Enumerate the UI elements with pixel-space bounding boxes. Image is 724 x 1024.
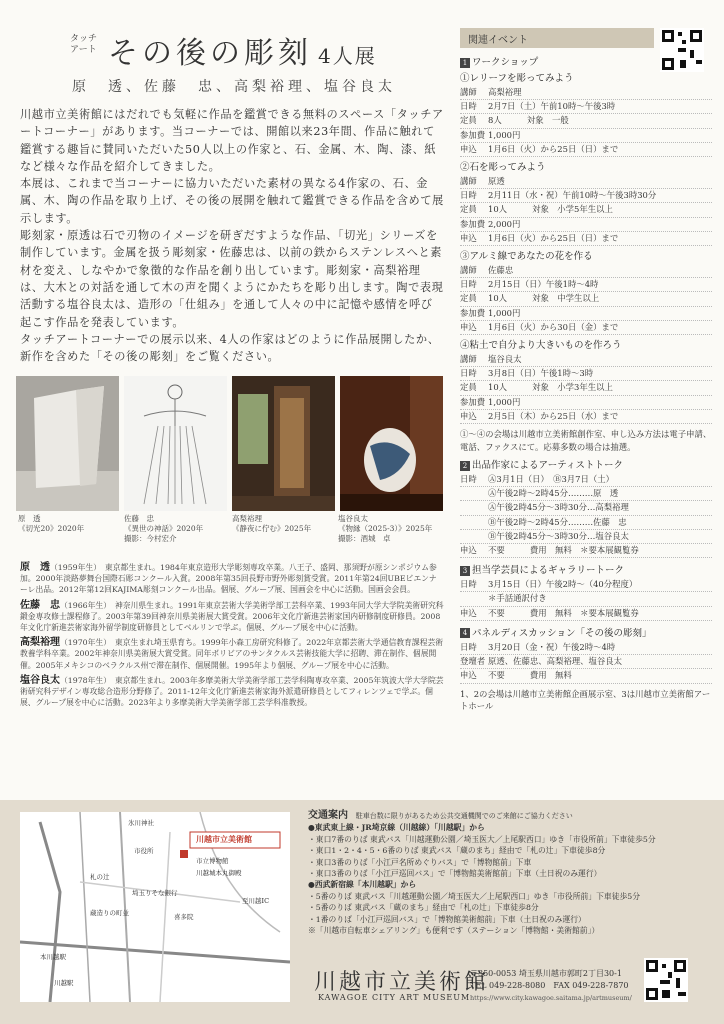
info-row-value: 2月7日（土）午前10時〜午後3時 — [488, 101, 616, 112]
info-row-label: 参加費 — [460, 218, 486, 229]
caption-work: 《静夜に佇む》2025年 — [232, 524, 312, 533]
workshop-list — [460, 70, 712, 424]
workshop-title-text: ワークショップ — [472, 57, 539, 68]
info-row-label: 参加費 — [460, 129, 486, 140]
info-row-label: 日時 — [460, 279, 477, 290]
map-label-museum: 市立博物館 — [196, 857, 229, 865]
info-row — [460, 487, 712, 501]
info-row-label — [460, 530, 488, 543]
map-label-honmaru: 川越城本丸御殿 — [196, 869, 242, 877]
number-two-icon: 2 — [460, 461, 470, 471]
info-row — [460, 530, 712, 544]
artist-talk-rows — [460, 473, 712, 558]
info-row-value: 3月15日（日）午後2時〜（40分程度） — [488, 579, 638, 590]
info-row-value: Ⓐ午後2時45分〜3時30分…高梨裕理 — [488, 502, 629, 513]
info-row-label: 参加費 — [460, 396, 486, 407]
info-row-label — [460, 592, 488, 605]
bio-year: （1978年生） — [60, 675, 108, 685]
info-row — [460, 544, 712, 558]
info-row-value: Ⓑ午後2時〜2時45分………佐藤 忠 — [488, 516, 627, 527]
map-label-ic: 至川越IC — [242, 897, 270, 905]
info-row-label: 定員 — [460, 382, 477, 393]
caption-artist: 塩谷良太 — [338, 514, 368, 523]
bio-text: 神奈川県生まれ。1991年東京芸術大学美術学部工芸科卒業、1993年同大学大学院美術研究科鍛金専攻修士課程修了。2003年第39回神奈川県美術展大賞受賞。2006年文化庁新進芸術家国内研修制度研修員。2008年文化庁新進芸術家海外留学制度研修員としてベルリンで学ぶ。個展、グループ展を中心に活動。 — [20, 600, 444, 633]
info-row-value: 1月6日（火）から25日（日）まで — [488, 143, 619, 154]
info-row — [460, 655, 712, 669]
venue-note: 1、2の会場は川越市立美術館企画展示室、3は川越市立美術館アートホール — [460, 688, 711, 711]
photo-caption — [18, 514, 128, 534]
info-row-label: 日時 — [460, 368, 477, 379]
info-row-value: 原透 — [488, 176, 505, 187]
info-row-value: 1月6日（火）から30日（金）まで — [488, 321, 619, 332]
info-row-label: 講師 — [460, 265, 477, 276]
bio-year: （1959年生） — [50, 563, 98, 572]
caption-work: 《物縁（2025-3）》2025年 — [338, 524, 433, 533]
info-row-label: 日時 — [460, 579, 477, 590]
info-row-value: 不要 費用 無料 ＊要本展観覧券 — [488, 545, 639, 556]
caption-artist: 原 透 — [18, 514, 41, 523]
caption-work: 《異世の神話》2020年 — [124, 524, 204, 533]
bio-year: （1966年生） — [60, 600, 108, 610]
info-row-value: 2,000円 — [488, 218, 521, 229]
access-map — [20, 812, 290, 1002]
info-row-label: 申込 — [460, 321, 477, 332]
panel-title-text: パネルディスカッション「その後の彫刻」 — [472, 627, 652, 639]
info-row-value: 不要 費用 無料 — [488, 670, 572, 681]
access-line: ●西武新宿線「本川越駅」から — [308, 880, 417, 890]
bio-hara — [20, 562, 444, 596]
gallery-talk-title-text: 担当学芸員によるギャラリートーク — [472, 565, 625, 577]
caption-artist: 佐藤 忠 — [124, 514, 154, 523]
bio-name: 塩谷良太 — [20, 674, 60, 686]
info-row-label — [460, 487, 488, 500]
page-title — [108, 28, 377, 72]
info-row-value: Ⓐ3月1日（日） Ⓑ3月7日（土） — [488, 474, 614, 485]
access-line: ・5番のりば 東武バス「蔵のまち」経由で「札の辻」下車徒歩8分 — [308, 903, 539, 913]
address-text: 〒350-0053 埼玉県川越市郭町2丁目30-1 — [470, 969, 622, 978]
bio-takanashi — [20, 637, 444, 671]
map-label-kurazukuri: 蔵造りの町並 — [90, 909, 129, 917]
info-row — [460, 307, 712, 321]
access-info — [308, 810, 708, 936]
title-sub: 4人展 — [318, 44, 377, 68]
info-row — [460, 353, 712, 367]
info-row-label: 講師 — [460, 354, 477, 365]
access-line: ・東口3番のりば「小江戸名所めぐりバス」で「博物館前」下車 — [308, 857, 532, 867]
info-row — [460, 381, 712, 395]
info-row-label: 申込 — [460, 232, 477, 243]
access-line: ・東口1・2・4・5・6番のりば 東武バス「蔵のまち」経由で「札の辻」下車徒歩8分 — [308, 846, 606, 856]
info-row — [460, 292, 712, 306]
intro-paragraph: 本展は、これまで当コーナーに協力いただいた素材の異なる4作家の、石、金属、木、陶の作品を取り上げ、その後の展開を触れて鑑賞できる作品を含めて展示します。 — [20, 177, 444, 225]
map-label-cityhall: 市役所 — [134, 847, 154, 855]
access-line: ・東口7番のりば 東武バス「川越運動公園／埼玉医大／上尾駅西口」ゆき「市役所前」下車徒歩5分 — [308, 834, 656, 844]
photo-caption — [338, 514, 448, 544]
info-row-value: 10人 対象 中学生以上 — [488, 293, 600, 304]
info-row — [460, 114, 712, 128]
map-label-kawagoe: 川越駅 — [54, 979, 74, 987]
info-row — [460, 232, 712, 246]
qr-code-icon[interactable] — [644, 958, 688, 1002]
bio-shioya — [20, 675, 444, 709]
artist-names: 原 透、佐藤 忠、高梨裕理、塩谷良太 — [72, 79, 396, 95]
gallery-talk-rows — [460, 578, 712, 621]
info-row — [460, 592, 712, 606]
events-header: 関連イベント — [460, 28, 654, 48]
workshop-item-title: ②石を彫ってみよう — [460, 162, 546, 174]
museum-name-en: KAWAGOE CITY ART MUSEUM — [318, 993, 471, 1002]
info-row-label — [460, 501, 488, 514]
info-row-label: 講師 — [460, 87, 477, 97]
info-row — [460, 321, 712, 335]
qr-code-icon[interactable] — [660, 28, 704, 72]
artwork-photo-takanashi — [232, 376, 335, 511]
info-row-value: ＊手話通訳付き — [488, 593, 547, 604]
tel-text: TEL 049-228-8080 FAX 049-228-7870 — [470, 981, 629, 990]
number-one-icon: 1 — [460, 58, 470, 68]
info-row — [460, 578, 712, 592]
info-row-value: 不要 費用 無料 ＊要本展観覧券 — [488, 607, 639, 618]
bio-year: （1970年生） — [60, 638, 108, 648]
info-row-value: 2月5日（木）から25日（水）まで — [488, 410, 619, 421]
access-header-note: 駐車台数に限りがあるため公共交通機関でのご来館にご協力ください — [355, 812, 573, 820]
photo-caption — [232, 514, 342, 534]
access-line: ・東口3番のりば「小江戸巡回バス」で「博物館美術館前」下車（土日祝のみ運行） — [308, 869, 602, 879]
info-row — [460, 203, 712, 217]
access-line: ・1番のりば「小江戸巡回バス」で「博物館美術館前」下車（土日祝のみ運行） — [308, 914, 586, 924]
artwork-photo-sato — [124, 376, 227, 511]
intro-text — [20, 106, 444, 365]
artist-talk-title-text: 出品作家によるアーティストトーク — [472, 460, 623, 472]
access-lines — [308, 822, 708, 936]
info-row — [460, 100, 712, 114]
number-four-icon: 4 — [460, 628, 470, 638]
info-row-label: 定員 — [460, 293, 477, 304]
info-row-value: 10人 対象 小学3年生以上 — [488, 382, 613, 393]
workshop-item-title: ④粘土で自分より大きいものを作ろう — [460, 340, 622, 352]
workshop-note: ①〜④の会場は川越市立美術館創作室、申し込み方法は電子申請、電話、ファクスにて。応募多数の場合は抽選。 — [460, 429, 712, 452]
info-row-label: 申込 — [460, 410, 477, 421]
info-row — [460, 516, 712, 530]
events-column — [460, 28, 712, 717]
artwork-photo-hara — [16, 376, 119, 511]
bio-name: 高梨裕理 — [20, 637, 60, 649]
caption-work: 《切光20》2020年 — [18, 524, 85, 533]
map-label-kitain: 喜多院 — [174, 913, 194, 921]
info-row-value: 佐藤忠 — [488, 265, 514, 276]
intro-paragraph: タッチアートコーナーでの展示以来、4人の作家はどのように作品展開したか、新作を含めた「その後の彫刻」をご覧ください。 — [20, 332, 440, 364]
gallery-talk-title — [460, 562, 712, 576]
artist-bios — [20, 562, 444, 712]
artist-talk-title — [460, 457, 712, 471]
url-link[interactable]: https://www.city.kawagoe.saitama.jp/artmuseum/ — [470, 994, 632, 1002]
info-row-value: 1月6日（火）から25日（日）まで — [488, 232, 619, 243]
info-row-value: 1,000円 — [488, 396, 521, 407]
map-museum-label: 川越市立美術館 — [196, 834, 252, 844]
info-row — [460, 607, 712, 621]
bio-name: 佐藤 忠 — [20, 599, 60, 611]
info-row — [460, 396, 712, 410]
info-row-value: 8人 対象 一般 — [488, 115, 569, 126]
bio-text: 東京生まれ埼玉県育ち。1999年小森工房研究科修了。2022年京都芸術大学通信教育課程芸術教養学科卒業。2002年神奈川県美術展大賞受賞。同年ボリビアのサンタクルス芸術技能大学に招聘、滞在制作、個展開催。2005年メキシコのベラクルス州で滞在制作、個展開催。1995年より個展、グループ展を中心に活動。 — [20, 638, 444, 670]
info-row — [460, 641, 712, 655]
info-row-value: 原透、佐藤忠、高梨裕理、塩谷良太 — [488, 656, 622, 667]
info-row-label: 日時 — [460, 190, 477, 201]
info-row-label: 定員 — [460, 115, 477, 126]
number-three-icon: 3 — [460, 566, 470, 576]
info-row-label: 日時 — [460, 474, 477, 485]
info-row-label: 定員 — [460, 204, 477, 215]
bio-text: 東京都生まれ。1984年東京造形大学彫刻専攻卒業。八王子、盛岡、那須野が原シンポジウム参加。2000年淡路夢舞台国際石彫コンクール入賞。2008年第35回長野市野外彫刻賞受賞。2011年第24回UBEビエンナーレ出品。2012年第12回KAJIMA彫刻コンクール出品。個展、グループ展、国画会を中心に活動。国画会会員。 — [20, 563, 437, 595]
info-row — [460, 410, 712, 424]
info-row — [460, 189, 712, 203]
workshop-item-title: ①レリーフを彫ってみよう — [460, 73, 574, 84]
info-row-label: 申込 — [460, 607, 477, 618]
info-row-value: Ⓐ午後2時〜2時45分………原 透 — [488, 488, 619, 499]
info-row — [460, 501, 712, 515]
info-row-label: 申込 — [460, 545, 477, 556]
info-row-label: 日時 — [460, 641, 477, 652]
info-row-value: 塩谷良太 — [488, 354, 522, 365]
access-line: ・5番のりば 東武バス「川越運動公園／埼玉医大／上尾駅西口」ゆき「市役所前」下車徒歩5分 — [308, 891, 641, 901]
info-row-label: 講師 — [460, 176, 477, 187]
info-row-label: 申込 — [460, 143, 477, 154]
info-row — [460, 669, 712, 683]
caption-artist: 高梨裕理 — [232, 514, 262, 523]
photo-caption — [124, 514, 234, 544]
access-line: ●東武東上線・JR埼京線（川越線）「川越駅」から — [308, 823, 485, 833]
access-header: 交通案内 — [308, 810, 348, 821]
info-row — [460, 473, 712, 487]
intro-paragraph: 彫刻家・原透は石で刃物のイメージを研ぎだすような作品、「切光」シリーズを制作しています。金属を扱う彫刻家・佐藤忠は、以前の鉄からステンレスへと素材を変え、しなやかで象徴的な作品を創り出しています。彫刻家・高梨裕理は、大木との対話を通して木の声を聞くようにかたちを彫り出します。陶で表現活動する塩谷良太は、造形の「仕組み」を通して人々の中に記憶や感情を呼び起こす作品を発表しています。 — [20, 229, 444, 329]
info-row-label: 申込 — [460, 670, 477, 681]
info-row-value: 3月20日（金・祝）午後2時〜4時 — [488, 641, 616, 652]
info-row-label — [460, 516, 488, 529]
info-row — [460, 129, 712, 143]
info-row-label: 登壇者 — [460, 656, 486, 667]
info-row-label: 日時 — [460, 101, 477, 112]
bio-text: 東京都生まれ。2003年多摩美術大学美術学部工芸学科陶専攻卒業、2005年筑波大学大学院芸術研究科デザイン専攻総合造形分野修了。2011-12年文化庁新進芸術家海外派遣研修員としてフィレンツェで学ぶ。個展、グループ展を中心に活動。2023年より多摩美術大学美術学部工芸学科准教授。 — [20, 675, 444, 708]
info-row-value: 2月15日（日）午後1時〜4時 — [488, 279, 599, 290]
info-row-value: 1,000円 — [488, 307, 521, 318]
info-row — [460, 264, 712, 278]
info-row-value: Ⓑ午後2時45分〜3時30分…塩谷良太 — [488, 530, 629, 541]
info-row — [460, 175, 712, 189]
title-ruby: タッチ アート — [70, 34, 98, 55]
info-row-value: 2月11日（水・祝）午前10時〜午後3時30分 — [488, 190, 657, 201]
access-line: ※「川越市自転車シェアリング」も便利です（ステーション「博物館・美術館前」） — [308, 926, 600, 936]
map-label-fudanotsuji: 札の辻 — [90, 873, 110, 881]
bio-sato — [20, 600, 444, 634]
info-row — [460, 218, 712, 232]
panel-title — [460, 625, 712, 639]
info-row — [460, 86, 712, 100]
title-main: その後の彫刻 — [108, 36, 312, 71]
caption-credit: 撮影：酒城 卓 — [338, 534, 391, 543]
caption-credit: 撮影：今村宏介 — [124, 534, 177, 543]
info-row — [460, 278, 712, 292]
map-label-hikawa: 氷川神社 — [128, 819, 154, 827]
info-row — [460, 367, 712, 381]
workshop-item-title: ③アルミ線であなたの花を作る — [460, 251, 593, 263]
info-row-value: 10人 対象 小学5年生以上 — [488, 204, 613, 215]
panel-rows — [460, 641, 712, 684]
map-label-bank: 埼玉りそな銀行 — [132, 889, 178, 897]
info-row-value: 3月8日（日）午後1時〜3時 — [488, 368, 594, 379]
bio-name: 原 透 — [20, 562, 50, 573]
info-row — [460, 143, 712, 157]
museum-name: 川越市立美術館 — [314, 970, 490, 995]
map-label-honkawagoe: 本川越駅 — [40, 953, 66, 961]
info-row-value: 高梨裕理 — [488, 87, 522, 97]
museum-address — [470, 968, 630, 1004]
artwork-photo-shioya — [340, 376, 443, 511]
info-row-label: 参加費 — [460, 307, 486, 318]
info-row-value: 1,000円 — [488, 129, 521, 140]
intro-paragraph: 川越市立美術館にはだれでも気軽に作品を鑑賞できる無料のスペース「タッチアートコーナー」があります。当コーナーでは、開館以来23年間、作品に触れて鑑賞する趣旨に賛同いただいた50人以上の作家と、石、金属、木、陶、漆、紙など様々な作品を紹介してきました。 — [20, 108, 444, 173]
